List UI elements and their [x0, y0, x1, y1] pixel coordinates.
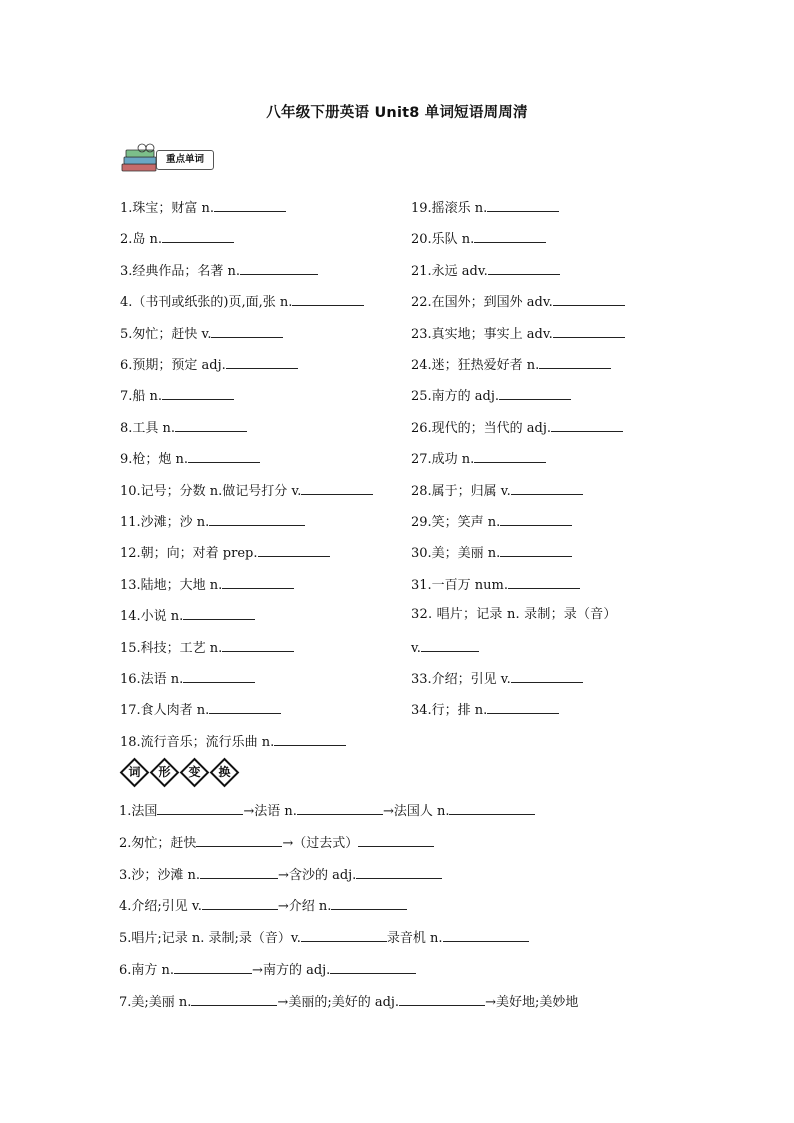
vocab-item — [120, 701, 281, 719]
item-text: 28.属于；归属 v. — [411, 483, 511, 499]
vocab-item — [411, 325, 625, 343]
item-text: 21.永远 adv. — [411, 263, 488, 279]
item-text: 4.（书刊或纸张的)页,面,张 n. — [120, 295, 293, 311]
answer-blank[interactable] — [508, 576, 580, 589]
answer-blank[interactable] — [209, 513, 305, 526]
vocab-item — [411, 576, 580, 594]
answer-blank[interactable] — [183, 607, 255, 620]
answer-blank[interactable] — [274, 733, 346, 746]
vocab-item — [411, 450, 546, 468]
key-words-badge — [120, 142, 216, 176]
vocab-item — [411, 199, 559, 217]
answer-blank[interactable] — [183, 670, 255, 683]
answer-blank[interactable] — [258, 544, 330, 557]
item-text: 23.真实地；事实上 adv. — [411, 326, 553, 342]
vocab-item — [120, 325, 283, 343]
vocab-item — [120, 639, 294, 657]
vocab-item — [120, 670, 255, 688]
vocab-item — [120, 387, 234, 405]
vocab-item — [411, 262, 560, 280]
answer-blank[interactable] — [330, 961, 416, 974]
item-text: 7.船 n. — [120, 389, 163, 405]
vocab-item — [120, 419, 247, 437]
item-text: 15.科技；工艺 n. — [120, 640, 223, 656]
item-text: 34.行；排 n. — [411, 703, 488, 719]
vocab-item — [120, 262, 318, 280]
item-text: 25.南方的 adj. — [411, 389, 500, 405]
item-text: 27.成功 n. — [411, 452, 475, 468]
diamond-char: 词 — [121, 759, 148, 786]
vocab-item — [120, 733, 346, 751]
vocab-item — [120, 544, 330, 562]
vocab-item — [411, 419, 623, 437]
item-text: 17.食人肉者 n. — [120, 703, 210, 719]
vocab-item — [120, 230, 234, 248]
form-text: →介绍 n. — [277, 899, 332, 915]
vocab-item — [120, 293, 364, 311]
answer-blank[interactable] — [301, 482, 373, 495]
item-text: 10.记号；分数 n.做记号打分 v. — [120, 483, 302, 499]
form-text: 录音机 n. — [386, 931, 443, 947]
form-text: 4.介绍;引见 v. — [119, 899, 202, 915]
answer-blank[interactable] — [331, 897, 407, 910]
vocab-item — [411, 356, 611, 374]
answer-blank[interactable] — [511, 482, 583, 495]
answer-blank[interactable] — [551, 419, 623, 432]
answer-blank[interactable] — [209, 701, 281, 714]
form-text: →美丽的;美好的 adj. — [277, 994, 400, 1010]
diamond-char: 变 — [181, 759, 208, 786]
form-text: 5.唱片;记录 n. 录制;录（音）v. — [119, 931, 301, 947]
diamond-char: 换 — [211, 759, 238, 786]
vocab-item — [411, 701, 559, 719]
answer-blank[interactable] — [157, 802, 243, 815]
vocab-item — [120, 450, 260, 468]
vocab-item — [411, 230, 546, 248]
vocab-item — [411, 607, 669, 623]
word-form-item — [119, 834, 434, 852]
item-text: 5.匆忙；赶快 v. — [120, 326, 212, 342]
answer-blank[interactable] — [356, 866, 442, 879]
answer-blank[interactable] — [162, 230, 234, 243]
item-text: 9.枪；炮 n. — [120, 452, 189, 468]
item-text: 31.一百万 num. — [411, 577, 509, 593]
item-text: 22.在国外；到国外 adv. — [411, 295, 553, 311]
answer-blank[interactable] — [162, 387, 234, 400]
answer-blank[interactable] — [297, 802, 383, 815]
answer-blank[interactable] — [202, 897, 278, 910]
item-text: 3.经典作品；名著 n. — [120, 263, 241, 279]
answer-blank[interactable] — [443, 929, 529, 942]
item-text: 2.岛 n. — [120, 232, 163, 248]
form-text: 1.法国 — [119, 804, 158, 819]
answer-blank[interactable] — [553, 293, 625, 306]
form-text: →南方的 adj. — [252, 963, 331, 978]
item-text: v. — [411, 640, 421, 656]
item-text: 29.笑；笑声 n. — [411, 515, 501, 530]
diamond-char: 形 — [151, 759, 178, 786]
answer-blank[interactable] — [511, 670, 583, 683]
word-forms-badge — [121, 755, 251, 791]
answer-blank[interactable] — [500, 544, 572, 557]
item-text: 18.流行音乐；流行乐曲 n. — [120, 734, 275, 750]
item-text: 13.陆地；大地 n. — [120, 577, 223, 593]
answer-blank[interactable] — [214, 199, 286, 212]
page-title: 八年级下册英语 Unit8 单词短语周周清 — [266, 105, 528, 121]
answer-blank[interactable] — [301, 929, 387, 942]
vocab-item — [411, 544, 572, 562]
answer-blank[interactable] — [222, 576, 294, 589]
answer-blank[interactable] — [474, 450, 546, 463]
vocab-item — [411, 293, 625, 311]
answer-blank[interactable] — [196, 834, 282, 847]
answer-blank[interactable] — [500, 513, 572, 526]
answer-blank[interactable] — [487, 701, 559, 714]
item-text: 30.美；美丽 n. — [411, 546, 501, 562]
item-text: 16.法语 n. — [120, 672, 184, 687]
item-text: 11.沙滩；沙 n. — [120, 515, 210, 530]
vocab-item — [411, 513, 572, 531]
form-text: 7.美;美丽 n. — [119, 994, 192, 1010]
form-text: →含沙的 adj. — [278, 867, 357, 883]
vocab-item — [120, 199, 286, 217]
word-form-item — [119, 993, 578, 1011]
answer-blank[interactable] — [211, 325, 283, 338]
item-text: 32. 唱片；记录 n. 录制；录（音） — [411, 607, 617, 623]
word-form-item — [119, 929, 529, 947]
answer-blank[interactable] — [487, 199, 559, 212]
vocab-item — [120, 482, 373, 500]
vocab-item — [120, 607, 255, 625]
vocab-item — [411, 387, 571, 405]
word-form-item — [119, 961, 416, 979]
answer-blank[interactable] — [226, 356, 298, 369]
answer-blank[interactable] — [191, 993, 277, 1006]
answer-blank[interactable] — [188, 450, 260, 463]
word-form-item — [119, 802, 535, 820]
vocab-item — [411, 482, 583, 500]
answer-blank[interactable] — [539, 356, 611, 369]
answer-blank[interactable] — [358, 834, 434, 847]
vocab-item — [411, 670, 583, 688]
form-text: →美好地;美妙地 — [485, 994, 579, 1010]
item-text: 20.乐队 n. — [411, 232, 475, 248]
form-text: →（过去式） — [282, 835, 359, 851]
form-text: →法语 n. — [243, 804, 297, 819]
word-form-item — [119, 866, 442, 884]
vocab-item — [120, 576, 294, 594]
item-text: 33.介绍；引见 v. — [411, 672, 511, 687]
word-form-item — [119, 897, 407, 915]
answer-blank[interactable] — [553, 325, 625, 338]
item-text: 26.现代的；当代的 adj. — [411, 420, 552, 436]
vocab-item — [120, 513, 305, 531]
form-text: 2.匆忙；赶快 — [119, 835, 197, 851]
answer-blank[interactable] — [399, 993, 485, 1006]
answer-blank[interactable] — [474, 230, 546, 243]
item-text: 8.工具 n. — [120, 420, 176, 436]
answer-blank[interactable] — [222, 639, 294, 652]
answer-blank[interactable] — [240, 262, 318, 275]
answer-blank[interactable] — [292, 293, 364, 306]
vocab-item — [411, 639, 479, 657]
answer-blank[interactable] — [174, 961, 252, 974]
vocab-item — [120, 356, 298, 374]
item-text: 6.预期；预定 adj. — [120, 358, 226, 373]
item-text: 12.朝；向；对着 prep. — [120, 546, 258, 562]
item-text: 24.迷；狂热爱好者 n. — [411, 358, 540, 373]
item-text: 19.摇滚乐 n. — [411, 201, 488, 216]
form-text: 3.沙；沙滩 n. — [119, 867, 201, 883]
answer-blank[interactable] — [449, 802, 535, 815]
answer-blank[interactable] — [200, 866, 278, 879]
item-text: 1.珠宝；财富 n. — [120, 201, 215, 216]
key-words-label: 重点单词 — [156, 150, 214, 170]
item-text: 14.小说 n. — [120, 609, 184, 625]
answer-blank[interactable] — [421, 639, 479, 652]
answer-blank[interactable] — [488, 262, 560, 275]
answer-blank[interactable] — [499, 387, 571, 400]
form-text: →法国人 n. — [382, 804, 450, 819]
answer-blank[interactable] — [175, 419, 247, 432]
form-text: 6.南方 n. — [119, 963, 175, 978]
